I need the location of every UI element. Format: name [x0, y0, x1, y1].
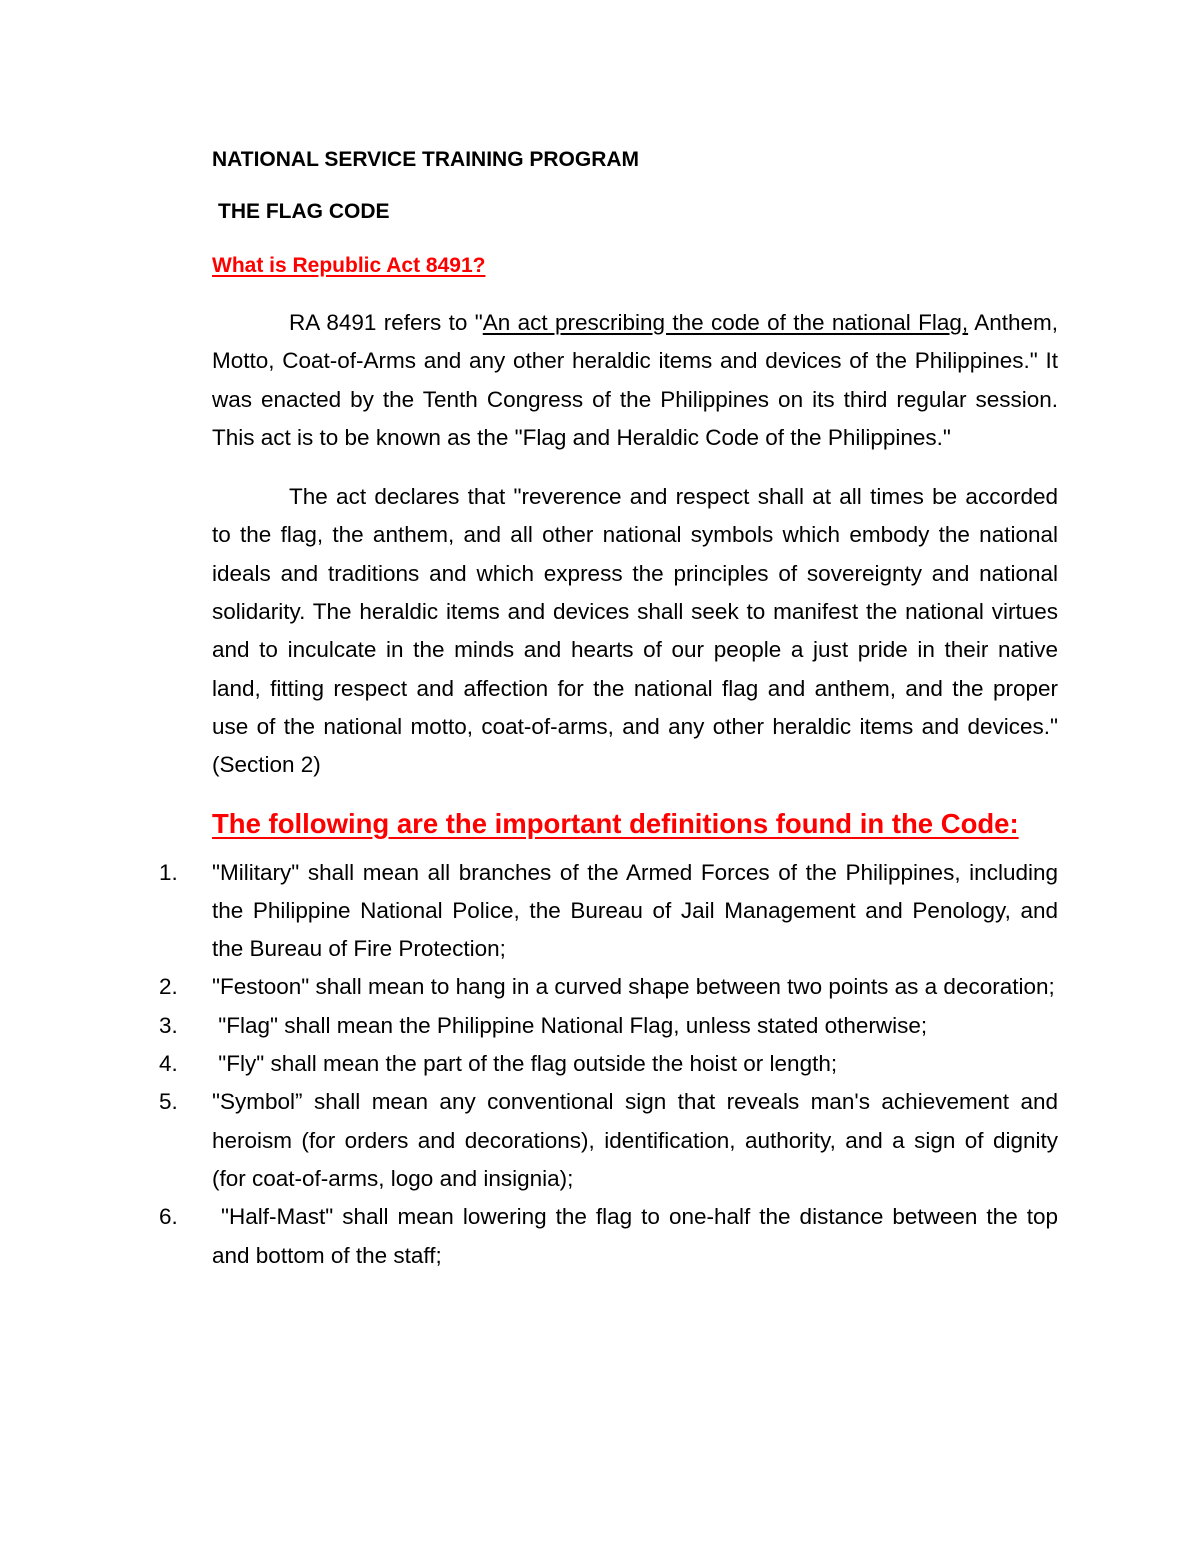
- paragraph-intro: RA 8491 refers to ": [289, 310, 483, 335]
- paragraph-rest: Anthem, Motto, Coat-of-Arms and any other heraldic items and devices of the Philippines." It was enacted by the Tenth Congress of the Philippines on its third regular session. This act is to be known as the "Flag and Heraldic Code of the Philippines.": [212, 310, 1058, 450]
- list-item: [159, 968, 1058, 1006]
- list-item-number: 4.: [159, 1051, 178, 1077]
- list-item-text: "Festoon" shall mean to hang in a curved shape between two points as a decoration;: [212, 974, 1055, 1000]
- list-item-number: 6.: [159, 1204, 178, 1230]
- question-heading: What is Republic Act 8491?: [212, 254, 486, 277]
- list-item-text: "Military" shall mean all branches of the Armed Forces of the Philippines, including the Philippine National Police, the Bureau of Jail Management and Penology, and the Bureau of Fire Protection;: [212, 859, 1058, 962]
- definitions-list: [159, 854, 1065, 1275]
- program-title: NATIONAL SERVICE TRAINING PROGRAM: [212, 148, 640, 171]
- definitions-heading: The following are the important definitions found in the Code:: [212, 807, 1019, 839]
- list-item: [159, 1045, 1058, 1083]
- list-item-number: 3.: [159, 1012, 178, 1038]
- list-item-number: 2.: [159, 974, 178, 1000]
- paragraph-ra-8491: [212, 304, 1058, 457]
- list-item-number: 5.: [159, 1089, 178, 1115]
- list-item-text: "Symbol” shall mean any conventional sign that reveals man's achievement and heroism (for orders and decorations), identification, authority, and a sign of dignity (for coat-of-arms, logo and insignia);: [212, 1089, 1058, 1191]
- list-item: [159, 1083, 1058, 1198]
- paragraph-declaration: The act declares that "reverence and respect shall at all times be accorded to the flag, the anthem, and all other national symbols which embody the national ideals and traditions and which express the principles of sovereignty and national solidarity. The heraldic items and devices shall seek to manifest the national virtues and to inculcate in the minds and hearts of our people a just pride in their native land, fitting respect and affection for the national flag and anthem, and the proper use of the national motto, coat-of-arms, and any other heraldic items and devices." (Section 2): [212, 484, 1058, 778]
- list-item-text: "Half-Mast" shall mean lowering the flag to one-half the distance between the top and bottom of the staff;: [212, 1204, 1065, 1268]
- list-item-text: "Fly" shall mean the part of the flag outside the hoist or length;: [212, 1051, 838, 1077]
- list-item-text: "Flag" shall mean the Philippine National Flag, unless stated otherwise;: [212, 1012, 928, 1038]
- list-item: [159, 854, 1058, 969]
- document-subtitle: THE FLAG CODE: [218, 200, 390, 223]
- list-item: [159, 1007, 1058, 1045]
- act-title-underlined: An act prescribing the code of the national Flag,: [482, 310, 969, 335]
- list-item-number: 1.: [159, 859, 178, 885]
- list-item: [159, 1198, 1065, 1275]
- document-page: [159, 140, 1065, 1275]
